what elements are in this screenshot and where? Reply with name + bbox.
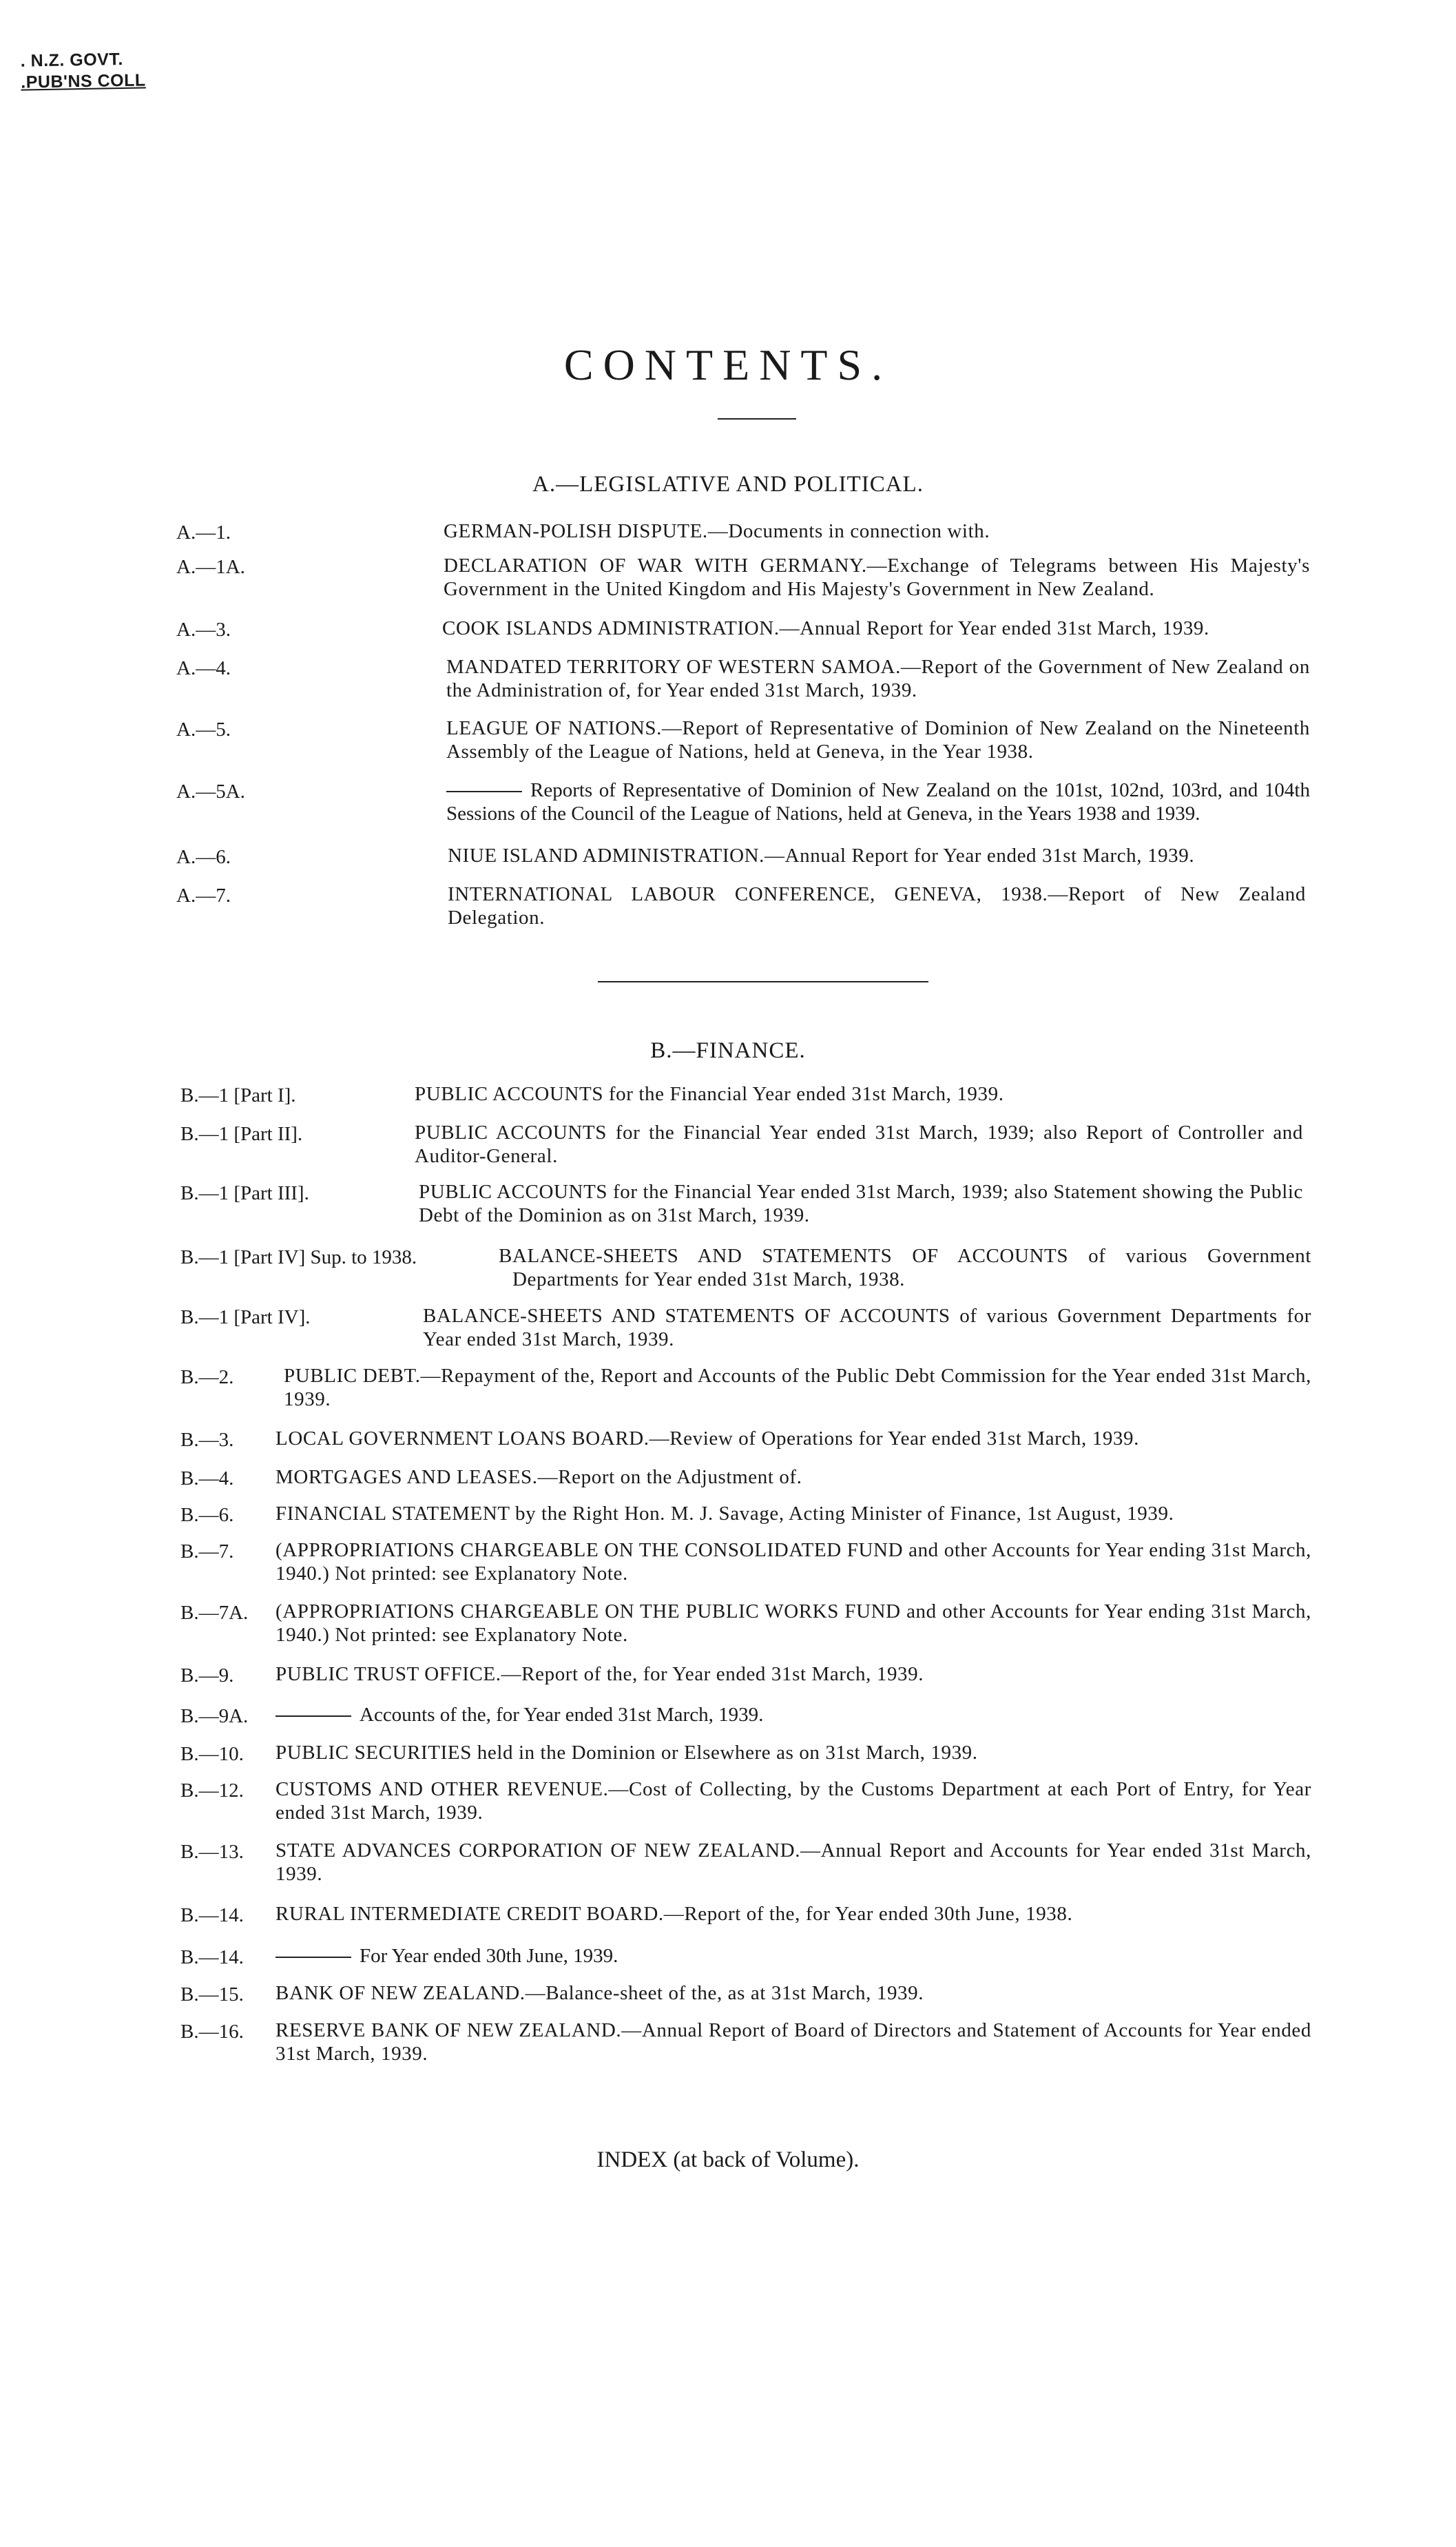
entry-code: B.—4. bbox=[180, 1467, 234, 1489]
entry-text bbox=[446, 778, 1310, 825]
entry-b-7a bbox=[180, 1600, 1311, 1649]
entry-text: LEAGUE OF NATIONS.—Report of Representative of Dominion of New Zealand on the Nineteenth Assembly of the League of Nations, held at Geneva, in the Year 1938. bbox=[446, 717, 1310, 763]
entry-code: A.—1. bbox=[176, 522, 231, 544]
entry-text bbox=[275, 1944, 1291, 1968]
entry-code: B.—6. bbox=[180, 1504, 234, 1526]
entry-b-2 bbox=[180, 1364, 1311, 1414]
entry-b-1-iii bbox=[180, 1180, 1303, 1230]
entry-text: LOCAL GOVERNMENT LOANS BOARD.—Review of Operations for Year ended 31st March, 1939. bbox=[275, 1427, 1139, 1450]
entry-text: RURAL INTERMEDIATE CREDIT BOARD.—Report of the, for Year ended 30th June, 1938. bbox=[275, 1903, 1073, 1925]
entry-text: PUBLIC DEBT.—Repayment of the, Report and Accounts of the Public Debt Commission for the Year ended 31st March, 1939. bbox=[284, 1365, 1311, 1410]
entry-code: A.—5. bbox=[176, 719, 231, 741]
entry-text: MANDATED TERRITORY OF WESTERN SAMOA.—Report of the Government of New Zealand on the Administration of, for Year ended 31st March, 1939. bbox=[446, 656, 1310, 701]
entry-a-7 bbox=[176, 883, 1306, 929]
entry-text: INTERNATIONAL LABOUR CONFERENCE, GENEVA, 1938.—Report of New Zealand Delegation. bbox=[448, 883, 1306, 929]
ditto-dash bbox=[275, 1715, 351, 1717]
index-note: INDEX (at back of Volume). bbox=[596, 2147, 860, 2172]
entry-text-content: Reports of Representative of Dominion of New Zealand on the 101st, 102nd, 103rd, and 104th Sessions of the Council of the League of Nations, held at Geneva, in the Years 1938 and 1939. bbox=[446, 779, 1310, 825]
page-title: CONTENTS. bbox=[563, 340, 893, 389]
entry-text: BALANCE-SHEETS AND STATEMENTS OF ACCOUNTS of various Government Departments for Year ended 31st March, 1938. bbox=[499, 1245, 1311, 1290]
entry-text bbox=[275, 1703, 1291, 1726]
ditto-dash bbox=[446, 791, 522, 792]
entry-code: B.—10. bbox=[180, 1743, 244, 1765]
entry-b-6 bbox=[180, 1502, 1311, 1529]
entry-b-1-iv bbox=[180, 1304, 1311, 1354]
entry-code: B.—7A. bbox=[180, 1602, 249, 1624]
entry-text: COOK ISLANDS ADMINISTRATION.—Annual Report for Year ended 31st March, 1939. bbox=[442, 617, 1209, 639]
entry-b-15 bbox=[180, 1981, 1291, 2009]
entry-text-content: For Year ended 30th June, 1939. bbox=[360, 1945, 618, 1967]
entry-code: B.—1 [Part IV]. bbox=[180, 1306, 311, 1328]
entry-code: B.—9. bbox=[180, 1664, 234, 1687]
entry-text: (APPROPRIATIONS CHARGEABLE ON THE CONSOLIDATED FUND and other Accounts for Year ending 31st March, 1940.) Not printed: see Explanatory Note. bbox=[275, 1539, 1311, 1585]
entry-b-14 bbox=[180, 1902, 1291, 1930]
entry-text: PUBLIC TRUST OFFICE.—Report of the, for Year ended 31st March, 1939. bbox=[275, 1663, 924, 1685]
entry-b-1-iv-sup bbox=[180, 1244, 1311, 1294]
entry-code: B.—9A. bbox=[180, 1705, 249, 1727]
entry-b-1-i bbox=[180, 1082, 1292, 1110]
entry-code: B.—2. bbox=[180, 1366, 234, 1388]
entry-text: (APPROPRIATIONS CHARGEABLE ON THE PUBLIC WORKS FUND and other Accounts for Year ending 31st March, 1940.) Not printed: see Explanatory Note. bbox=[275, 1600, 1311, 1646]
entry-code: B.—16. bbox=[180, 2021, 244, 2043]
entry-a-5a bbox=[176, 778, 1310, 828]
entry-a-4 bbox=[176, 655, 1310, 705]
entry-code: B.—15. bbox=[180, 1983, 244, 2005]
entry-b-16 bbox=[180, 2019, 1311, 2068]
entry-text: PUBLIC ACCOUNTS for the Financial Year ended 31st March, 1939. bbox=[415, 1083, 1004, 1105]
entry-text: STATE ADVANCES CORPORATION OF NEW ZEALAND.—Annual Report and Accounts for Year ended 31st March, 1939. bbox=[275, 1839, 1311, 1885]
entry-a-1 bbox=[176, 519, 1306, 547]
entry-text: FINANCIAL STATEMENT by the Right Hon. M. J. Savage, Acting Minister of Finance, 1st August, 1939. bbox=[275, 1503, 1174, 1525]
entry-code: B.—1 [Part I]. bbox=[180, 1084, 296, 1106]
entry-code: B.—3. bbox=[180, 1429, 234, 1451]
entry-b-10 bbox=[180, 1741, 1291, 1769]
title-rule bbox=[718, 418, 796, 420]
entry-code: A.—3. bbox=[176, 619, 231, 641]
stamp-line-1: . N.Z. GOVT. bbox=[20, 49, 124, 71]
stamp-line-2: .PUB'NS COLL bbox=[21, 70, 146, 92]
entry-code: A.—1A. bbox=[176, 556, 245, 578]
entry-code: B.—7. bbox=[180, 1540, 234, 1563]
entry-text: PUBLIC SECURITIES held in the Dominion or Elsewhere as on 31st March, 1939. bbox=[275, 1742, 978, 1764]
section-b-heading: B.—FINANCE. bbox=[650, 1038, 806, 1063]
entry-text: PUBLIC ACCOUNTS for the Financial Year ended 31st March, 1939; also Report of Controller and Auditor-General. bbox=[415, 1122, 1303, 1167]
entry-a-3 bbox=[176, 617, 1306, 644]
entry-code: A.—7. bbox=[176, 885, 231, 907]
entry-a-5 bbox=[176, 716, 1310, 766]
ditto-dash bbox=[275, 1957, 351, 1958]
entry-text: GERMAN-POLISH DISPUTE.—Documents in connection with. bbox=[444, 520, 990, 542]
entry-code: B.—13. bbox=[180, 1841, 244, 1863]
entry-code: A.—6. bbox=[176, 846, 231, 868]
entry-b-9 bbox=[180, 1662, 1291, 1690]
entry-text: PUBLIC ACCOUNTS for the Financial Year ended 31st March, 1939; also Statement showing the Public Debt of the Dominion as on 31st March, 1939. bbox=[419, 1181, 1303, 1226]
entry-a-6 bbox=[176, 844, 1306, 872]
entry-text: CUSTOMS AND OTHER REVENUE.—Cost of Collecting, by the Customs Department at each Port of Entry, for Year ended 31st March, 1939. bbox=[275, 1778, 1311, 1824]
entry-text: DECLARATION OF WAR WITH GERMANY.—Exchange of Telegrams between His Majesty's Government in the United Kingdom and His Majesty's Government in New Zealand. bbox=[444, 555, 1310, 600]
entry-code: B.—1 [Part III]. bbox=[180, 1182, 309, 1204]
entry-code: B.—1 [Part II]. bbox=[180, 1123, 303, 1145]
library-stamp bbox=[20, 48, 145, 93]
entry-b-9a bbox=[180, 1703, 1291, 1731]
entry-b-3 bbox=[180, 1427, 1291, 1454]
entry-code: B.—12. bbox=[180, 1780, 244, 1802]
entry-text: MORTGAGES AND LEASES.—Report on the Adjustment of. bbox=[275, 1466, 802, 1488]
entry-code: B.—1 [Part IV] Sup. to 1938. bbox=[180, 1246, 417, 1268]
entry-b-13 bbox=[180, 1839, 1311, 1888]
entry-code: A.—4. bbox=[176, 657, 231, 679]
entry-code: A.—5A. bbox=[176, 781, 245, 803]
entry-a-1a bbox=[176, 554, 1310, 604]
section-divider bbox=[598, 981, 928, 982]
entry-b-1-ii bbox=[180, 1121, 1303, 1171]
entry-code: B.—14. bbox=[180, 1904, 244, 1926]
entry-text: RESERVE BANK OF NEW ZEALAND.—Annual Report of Board of Directors and Statement of Accounts for Year ended 31st March, 1939. bbox=[275, 2019, 1311, 2065]
entry-text-content: Accounts of the, for Year ended 31st March, 1939. bbox=[360, 1704, 764, 1726]
entry-text: BANK OF NEW ZEALAND.—Balance-sheet of the, as at 31st March, 1939. bbox=[275, 1982, 924, 2004]
entry-b-12 bbox=[180, 1777, 1311, 1827]
entry-b-14-ditto bbox=[180, 1944, 1291, 1972]
entry-text: NIUE ISLAND ADMINISTRATION.—Annual Report for Year ended 31st March, 1939. bbox=[448, 845, 1195, 867]
entry-code: B.—14. bbox=[180, 1946, 244, 1968]
entry-text: BALANCE-SHEETS AND STATEMENTS OF ACCOUNTS of various Government Departments for Year ended 31st March, 1939. bbox=[423, 1305, 1311, 1350]
entry-b-7 bbox=[180, 1538, 1311, 1588]
section-a-heading: A.—LEGISLATIVE AND POLITICAL. bbox=[532, 472, 924, 497]
entry-b-4 bbox=[180, 1465, 1291, 1493]
